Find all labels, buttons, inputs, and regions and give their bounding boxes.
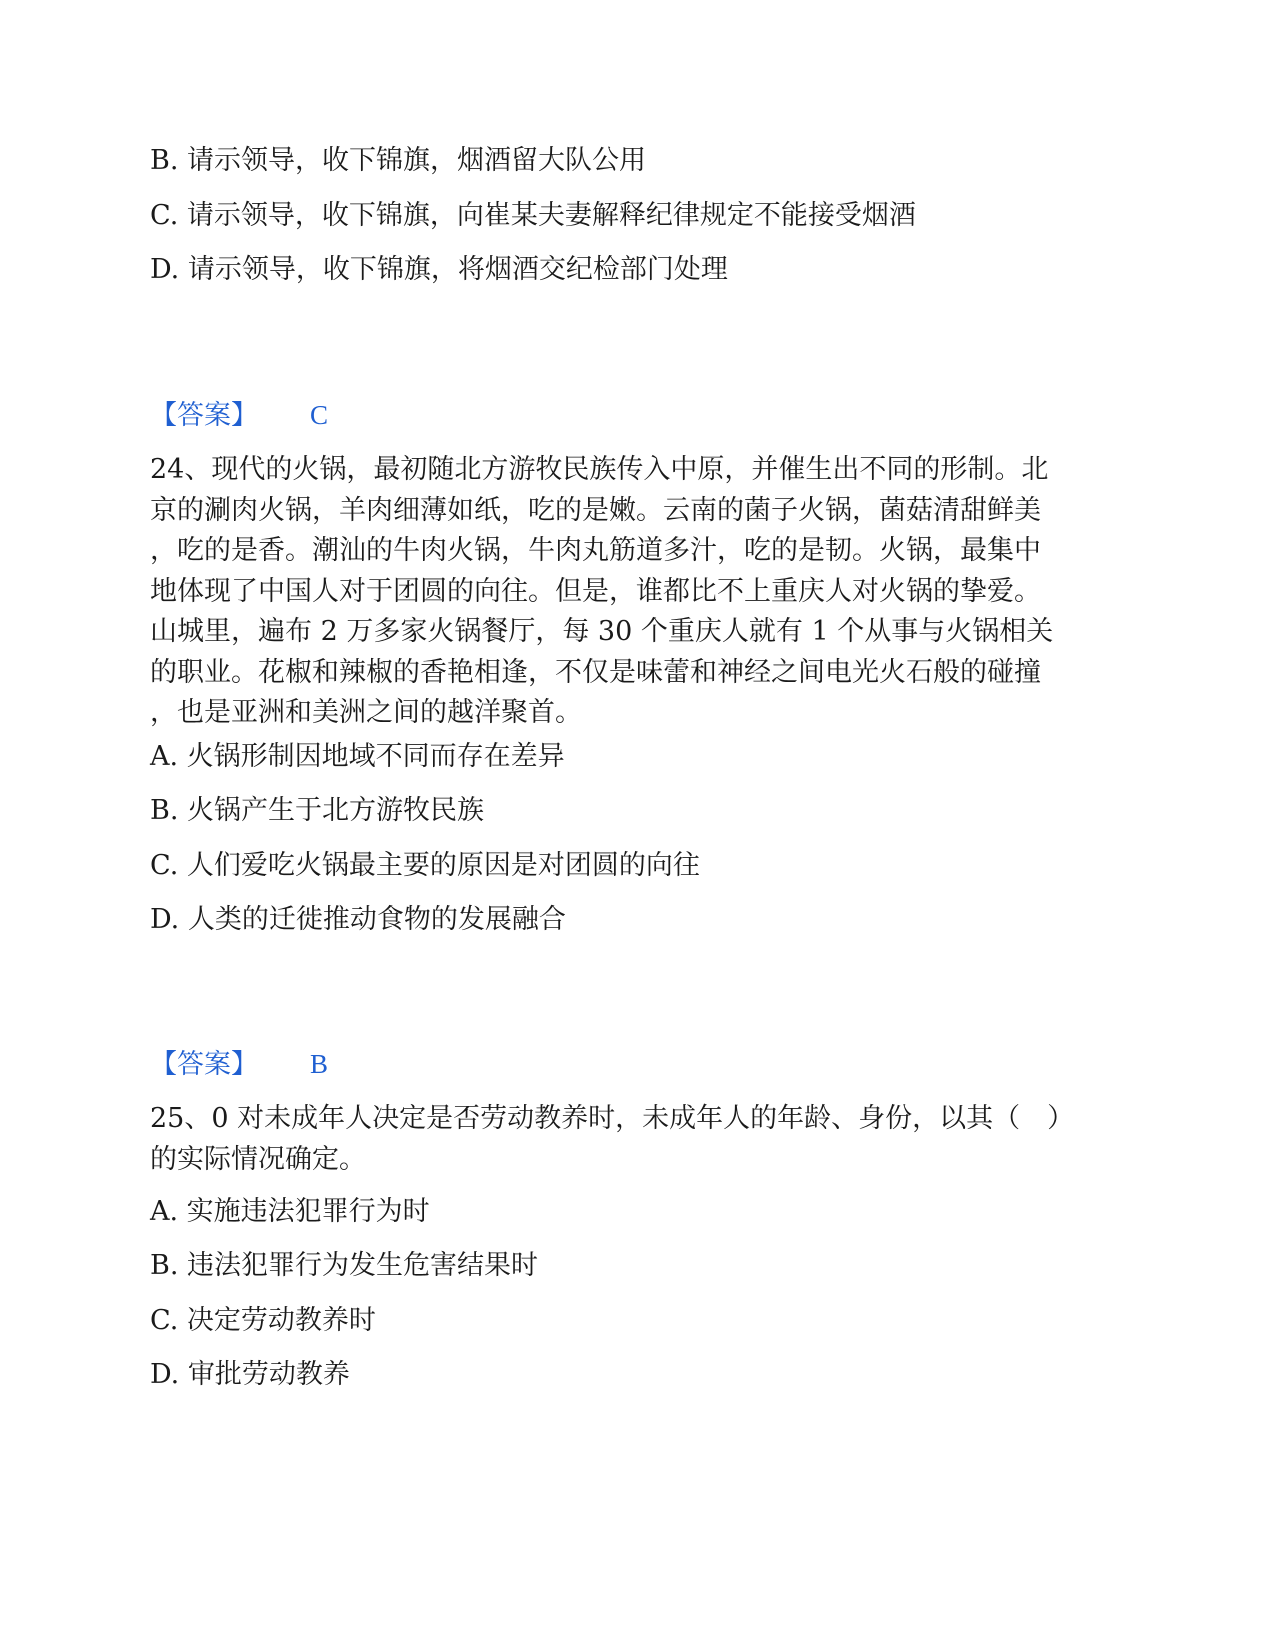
q25-option-d: D. 审批劳动教养 [150,1359,350,1390]
answer-value: B [310,1049,329,1079]
q24-stem-line: 24、现代的火锅，最初随北方游牧民族传入中原，并催生出不同的形制。北 [150,454,1049,485]
q24-option-c: C. 人们爱吃火锅最主要的原因是对团圆的向往 [150,850,700,881]
q23-option-d: D. 请示领导，收下锦旗，将烟酒交纪检部门处理 [150,254,728,285]
answer-label: 【答案】 [150,1049,258,1080]
q23-answer [150,395,328,436]
q24-answer [150,1044,328,1085]
q25-option-c: C. 决定劳动教养时 [150,1305,376,1336]
q24-option-b: B. 火锅产生于北方游牧民族 [150,795,485,826]
q25-stem-line: 25、0 对未成年人决定是否劳动教养时，未成年人的年龄、身份，以其（ ） [150,1103,1075,1134]
q24-stem [150,450,1110,734]
q24-stem-line: 的职业。花椒和辣椒的香艳相逢，不仅是味蕾和神经之间电光火石般的碰撞 [150,656,1041,688]
q24-stem-line: 京的涮肉火锅，羊肉细薄如纸，吃的是嫩。云南的菌子火锅，菌菇清甜鲜美 [150,494,1041,526]
q24-option-a: A. 火锅形制因地域不同而存在差异 [150,741,565,772]
q24-stem-line: ，也是亚洲和美洲之间的越洋聚首。 [150,697,582,728]
q24-option-d: D. 人类的迁徙推动食物的发展融合 [150,904,566,935]
answer-value: C [310,400,329,430]
q24-stem-line: 地体现了中国人对于团圆的向往。但是，谁都比不上重庆人对火锅的挚爱。 [150,575,1041,607]
q24-stem-line: 山城里，遍布 2 万多家火锅餐厅，每 30 个重庆人就有 1 个从事与火锅相关 [150,616,1054,647]
q25-option-a: A. 实施违法犯罪行为时 [150,1196,430,1227]
q23-option-c: C. 请示领导，收下锦旗，向崔某夫妻解释纪律规定不能接受烟酒 [150,200,916,231]
q24-stem-line: ，吃的是香。潮汕的牛肉火锅，牛肉丸筋道多汁，吃的是韧。火锅，最集中 [150,535,1041,566]
q25-stem-line: 的实际情况确定。 [150,1143,366,1175]
q25-stem [150,1099,1110,1180]
q23-option-b: B. 请示领导，收下锦旗，烟酒留大队公用 [150,145,647,176]
answer-label: 【答案】 [150,400,258,431]
q25-option-b: B. 违法犯罪行为发生危害结果时 [150,1250,539,1281]
